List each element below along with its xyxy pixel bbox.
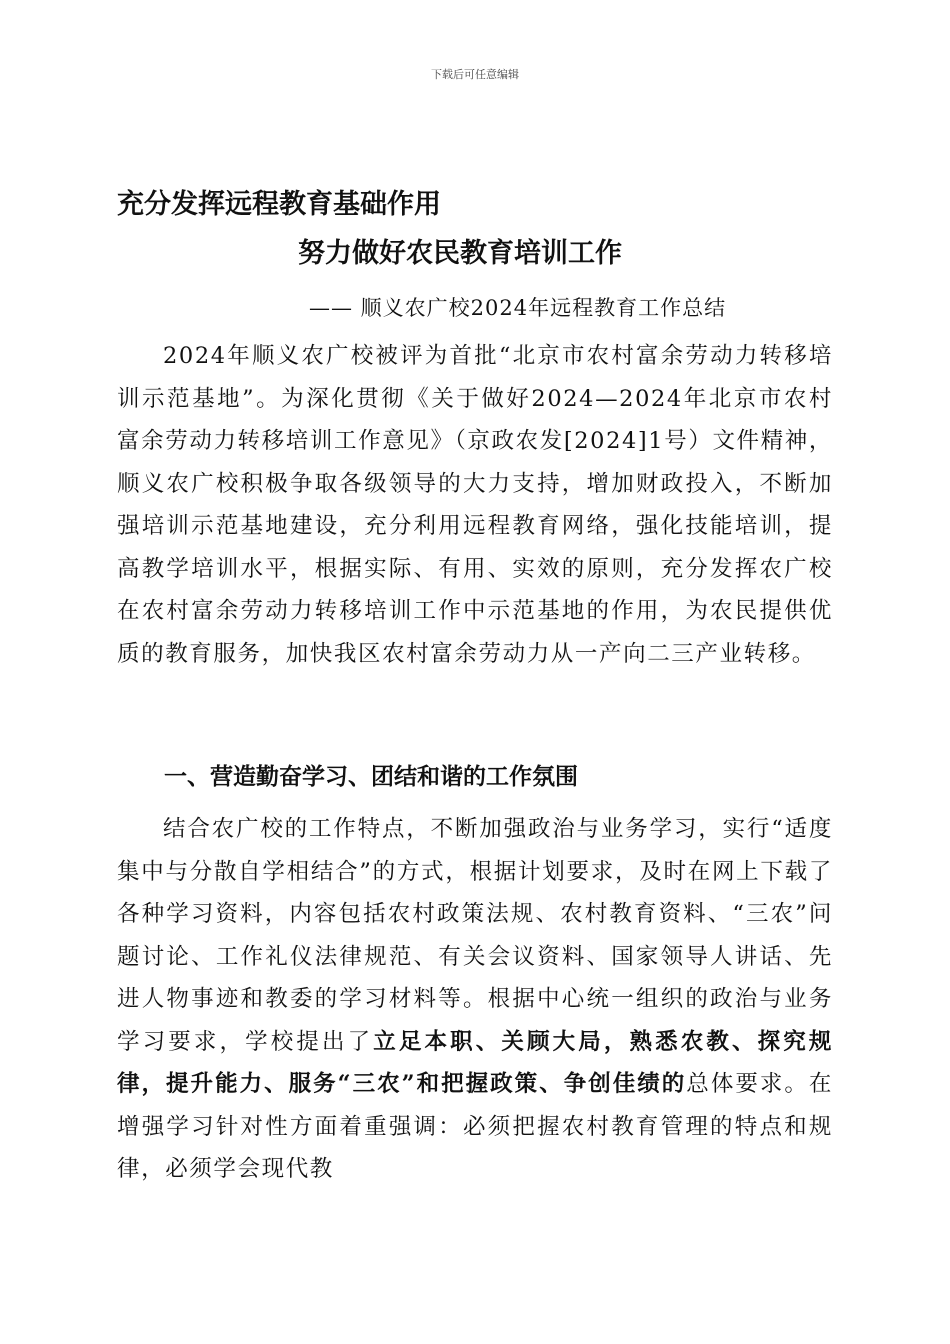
paragraph-2-part-2: 总体要求。在增强学习针对性方面着重强调：必须把握农村教育管理的特点和规律，必须学会现代教 [117,1071,833,1182]
title-line-1: 充分发挥远程教育基础作用 [117,189,441,220]
header-note: 下载后可任意编辑 [431,68,519,81]
paragraph-1: 2024年顺义农广校被评为首批“北京市农村富余劳动力转移培训示范基地”。为深化贯彻《关于做好2024—2024年北京市农村富余劳动力转移培训工作意见》（京政农发[2024]1号）文件精神，顺义农广校积极争取各级领导的大力支持，增加财政投入，不断加强培训示范基地建设，充分利用远程教育网络，强化技能培训，提高教学培训水平，根据实际、有用、实效的原则，充分发挥农广校在农村富余劳动力转移培训工作中示范基地的作用，为农民提供优质的教育服务，加快我区农村富余劳动力从一产向二三产业转移。 [117,343,833,667]
paragraph-2-bold-requirements: 立足本职、关顾大局，熟悉农教、探究规律，提升能力、服务“三农”和把握政策、争创佳绩的 [117,1028,833,1097]
subtitle: —— 顺义农广校2024年远程教育工作总结 [309,296,727,320]
paragraph-2-part-1: 结合农广校的工作特点，不断加强政治与业务学习，实行“适度集中与分散自学相结合”的方式，根据计划要求，及时在网上下载了各种学习资料，内容包括农村政策法规、农村教育资料、“三农”问题讨论、工作礼仪法律规范、有关会议资料、国家领导人讲话、先进人物事迹和教委的学习材料等。根据中心统一组织的政治与业务学习要求，学校提出了 [117,816,833,1055]
section-1-heading: 一、营造勤奋学习、团结和谐的工作氛围 [164,764,578,790]
title-line-2: 努力做好农民教育培训工作 [298,238,622,269]
paragraph-2 [117,808,833,1191]
